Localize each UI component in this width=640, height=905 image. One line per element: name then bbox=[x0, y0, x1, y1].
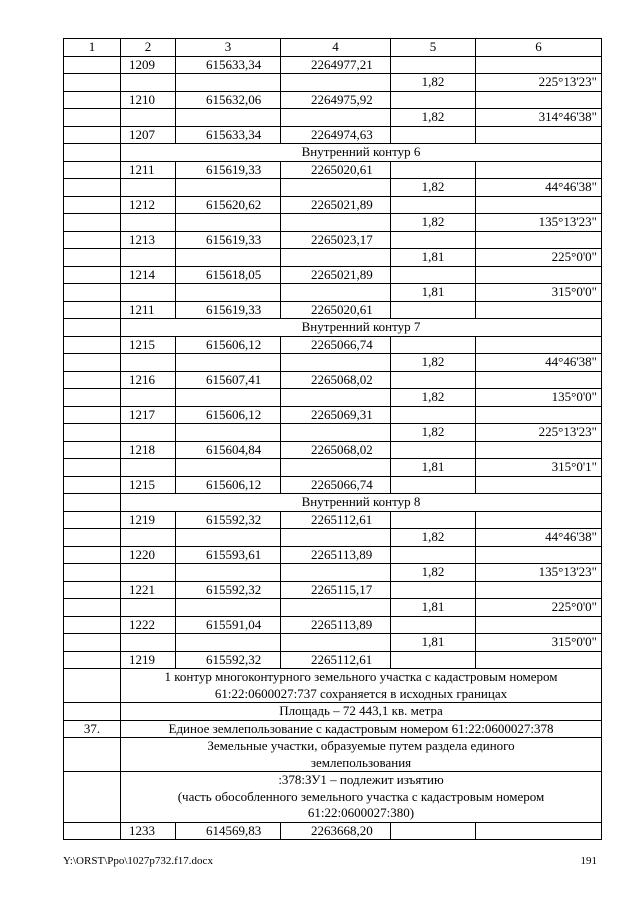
point-row bbox=[64, 56, 602, 74]
distance-cell: 1,82 bbox=[391, 354, 476, 372]
y-coordinate-cell bbox=[281, 109, 391, 127]
angle-cell bbox=[476, 231, 602, 249]
y-coordinate-cell bbox=[281, 284, 391, 302]
row-number-cell bbox=[64, 266, 121, 284]
x-coordinate-cell bbox=[176, 249, 281, 267]
row-number-cell bbox=[64, 476, 121, 494]
text-line: 61:22:0600027:380) bbox=[307, 805, 415, 820]
point-number-cell: 1214 bbox=[121, 266, 176, 284]
y-coordinate-cell bbox=[281, 634, 391, 652]
x-coordinate-cell bbox=[176, 354, 281, 372]
distance-cell: 1,81 bbox=[391, 249, 476, 267]
row-number-cell bbox=[64, 529, 121, 547]
point-row bbox=[64, 546, 602, 564]
row-number-cell bbox=[64, 109, 121, 127]
x-coordinate-cell: 615619,33 bbox=[176, 231, 281, 249]
distance-cell bbox=[391, 511, 476, 529]
distance-cell: 1,82 bbox=[391, 529, 476, 547]
point-number-cell: 1218 bbox=[121, 441, 176, 459]
y-coordinate-cell: 2265115,17 bbox=[281, 581, 391, 599]
angle-cell bbox=[476, 616, 602, 634]
row-number-cell bbox=[64, 703, 121, 721]
y-coordinate-cell bbox=[281, 424, 391, 442]
x-coordinate-cell bbox=[176, 634, 281, 652]
row-number-cell bbox=[64, 371, 121, 389]
angle-cell: 135°13'23" bbox=[476, 214, 602, 232]
segment-row bbox=[64, 214, 602, 232]
point-number-cell: 1220 bbox=[121, 546, 176, 564]
x-coordinate-cell: 615619,33 bbox=[176, 161, 281, 179]
contour-title-row bbox=[64, 494, 602, 512]
text-line: землепользования bbox=[310, 754, 412, 770]
x-coordinate-cell bbox=[176, 424, 281, 442]
x-coordinate-cell bbox=[176, 389, 281, 407]
point-number-cell bbox=[121, 459, 176, 477]
distance-cell: 1,81 bbox=[391, 284, 476, 302]
x-coordinate-cell bbox=[176, 284, 281, 302]
distance-cell: 1,82 bbox=[391, 214, 476, 232]
y-coordinate-cell: 2264977,21 bbox=[281, 56, 391, 74]
row-number-cell bbox=[64, 336, 121, 354]
x-coordinate-cell bbox=[176, 179, 281, 197]
row-number-cell bbox=[64, 319, 121, 337]
table-header-row bbox=[64, 39, 602, 57]
x-coordinate-cell bbox=[176, 459, 281, 477]
row-number-cell bbox=[64, 424, 121, 442]
text-line: 61:22:0600027:737 сохраняется в исходных границах bbox=[214, 685, 508, 701]
distance-cell bbox=[391, 546, 476, 564]
distance-cell bbox=[391, 301, 476, 319]
subtitle-cell bbox=[121, 738, 602, 772]
x-coordinate-cell: 615606,12 bbox=[176, 336, 281, 354]
point-row bbox=[64, 511, 602, 529]
distance-cell: 1,81 bbox=[391, 459, 476, 477]
row-number-cell bbox=[64, 738, 121, 772]
footer-file-path: Y:\ORST\Ppo\1027p732.f17.docx bbox=[63, 855, 213, 867]
point-row bbox=[64, 336, 602, 354]
distance-cell bbox=[391, 581, 476, 599]
header-cell: 5 bbox=[391, 39, 476, 57]
point-number-cell: 1222 bbox=[121, 616, 176, 634]
row-number-cell bbox=[64, 249, 121, 267]
row-number-cell bbox=[64, 772, 121, 823]
angle-cell bbox=[476, 266, 602, 284]
point-row bbox=[64, 301, 602, 319]
segment-row bbox=[64, 424, 602, 442]
point-number-cell: 1233 bbox=[121, 822, 176, 840]
y-coordinate-cell: 2265113,89 bbox=[281, 546, 391, 564]
row-number-cell bbox=[64, 581, 121, 599]
point-number-cell: 1212 bbox=[121, 196, 176, 214]
area-cell: Площадь – 72 443,1 кв. метра bbox=[121, 703, 602, 721]
text-line: (часть обособленного земельного участка с кадастровым номером bbox=[177, 788, 545, 804]
segment-row bbox=[64, 389, 602, 407]
y-coordinate-cell: 2264975,92 bbox=[281, 91, 391, 109]
y-coordinate-cell bbox=[281, 179, 391, 197]
angle-cell bbox=[476, 822, 602, 840]
x-coordinate-cell: 615618,05 bbox=[176, 266, 281, 284]
row-number-cell bbox=[64, 354, 121, 372]
x-coordinate-cell: 615593,61 bbox=[176, 546, 281, 564]
row-number-cell bbox=[64, 56, 121, 74]
y-coordinate-cell: 2265021,89 bbox=[281, 196, 391, 214]
coordinates-table bbox=[63, 38, 602, 840]
distance-cell: 1,82 bbox=[391, 109, 476, 127]
note-row bbox=[64, 669, 602, 703]
distance-cell bbox=[391, 266, 476, 284]
point-row bbox=[64, 196, 602, 214]
note-cell bbox=[121, 669, 602, 703]
angle-cell bbox=[476, 301, 602, 319]
segment-row bbox=[64, 459, 602, 477]
distance-cell bbox=[391, 441, 476, 459]
text-line: Земельные участки, образуемые путем раздела единого bbox=[207, 738, 515, 753]
point-row bbox=[64, 266, 602, 284]
point-number-cell: 1211 bbox=[121, 161, 176, 179]
point-number-cell: 1211 bbox=[121, 301, 176, 319]
point-row bbox=[64, 406, 602, 424]
contour-title-row bbox=[64, 144, 602, 162]
header-cell: 3 bbox=[176, 39, 281, 57]
point-number-cell: 1219 bbox=[121, 511, 176, 529]
row-number-cell bbox=[64, 822, 121, 840]
x-coordinate-cell: 615592,32 bbox=[176, 581, 281, 599]
point-row bbox=[64, 651, 602, 669]
row-number-cell bbox=[64, 599, 121, 617]
distance-cell: 1,82 bbox=[391, 564, 476, 582]
point-number-cell: 1210 bbox=[121, 91, 176, 109]
angle-cell bbox=[476, 371, 602, 389]
y-coordinate-cell: 2265020,61 bbox=[281, 161, 391, 179]
distance-cell: 1,82 bbox=[391, 424, 476, 442]
angle-cell: 225°0'0" bbox=[476, 599, 602, 617]
point-number-cell: 1219 bbox=[121, 651, 176, 669]
y-coordinate-cell: 2263668,20 bbox=[281, 822, 391, 840]
distance-cell: 1,82 bbox=[391, 179, 476, 197]
angle-cell: 44°46'38" bbox=[476, 354, 602, 372]
row-number-cell bbox=[64, 196, 121, 214]
row-number-cell bbox=[64, 231, 121, 249]
y-coordinate-cell: 2265020,61 bbox=[281, 301, 391, 319]
row-number-cell bbox=[64, 214, 121, 232]
distance-cell bbox=[391, 196, 476, 214]
row-number-cell bbox=[64, 616, 121, 634]
x-coordinate-cell: 615632,06 bbox=[176, 91, 281, 109]
distance-cell bbox=[391, 91, 476, 109]
angle-cell: 44°46'38" bbox=[476, 179, 602, 197]
point-number-cell: 1215 bbox=[121, 336, 176, 354]
x-coordinate-cell: 615607,41 bbox=[176, 371, 281, 389]
point-number-cell bbox=[121, 634, 176, 652]
point-number-cell bbox=[121, 354, 176, 372]
distance-cell bbox=[391, 126, 476, 144]
point-number-cell bbox=[121, 214, 176, 232]
y-coordinate-cell: 2265066,74 bbox=[281, 476, 391, 494]
point-number-cell bbox=[121, 74, 176, 92]
segment-row bbox=[64, 599, 602, 617]
angle-cell bbox=[476, 546, 602, 564]
angle-cell: 225°13'23" bbox=[476, 74, 602, 92]
row-number-cell bbox=[64, 389, 121, 407]
x-coordinate-cell: 615592,32 bbox=[176, 511, 281, 529]
segment-row bbox=[64, 179, 602, 197]
row-number-cell bbox=[64, 91, 121, 109]
y-coordinate-cell bbox=[281, 249, 391, 267]
row-number-cell bbox=[64, 179, 121, 197]
contour-title-cell: Внутренний контур 6 bbox=[121, 144, 602, 162]
footer-page-number: 191 bbox=[580, 855, 597, 867]
row-number-cell bbox=[64, 546, 121, 564]
header-cell: 1 bbox=[64, 39, 121, 57]
segment-row bbox=[64, 529, 602, 547]
distance-cell bbox=[391, 371, 476, 389]
header-cell: 4 bbox=[281, 39, 391, 57]
y-coordinate-cell bbox=[281, 214, 391, 232]
segment-row bbox=[64, 284, 602, 302]
angle-cell bbox=[476, 651, 602, 669]
distance-cell: 1,81 bbox=[391, 599, 476, 617]
angle-cell: 225°0'0" bbox=[476, 249, 602, 267]
x-coordinate-cell bbox=[176, 564, 281, 582]
distance-cell: 1,82 bbox=[391, 74, 476, 92]
row-number-cell bbox=[64, 144, 121, 162]
x-coordinate-cell: 615592,32 bbox=[176, 651, 281, 669]
segment-row bbox=[64, 109, 602, 127]
point-row bbox=[64, 581, 602, 599]
area-row bbox=[64, 703, 602, 721]
angle-cell: 315°0'1" bbox=[476, 459, 602, 477]
header-cell: 2 bbox=[121, 39, 176, 57]
y-coordinate-cell bbox=[281, 564, 391, 582]
point-row bbox=[64, 126, 602, 144]
angle-cell: 315°0'0" bbox=[476, 634, 602, 652]
text-line: 1 контур многоконтурного земельного участка с кадастровым номером bbox=[164, 669, 558, 684]
point-number-cell bbox=[121, 284, 176, 302]
row-number-cell bbox=[64, 126, 121, 144]
distance-cell bbox=[391, 476, 476, 494]
distance-cell bbox=[391, 231, 476, 249]
row-number-cell bbox=[64, 301, 121, 319]
x-coordinate-cell bbox=[176, 214, 281, 232]
point-number-cell bbox=[121, 529, 176, 547]
point-number-cell bbox=[121, 424, 176, 442]
point-number-cell bbox=[121, 599, 176, 617]
angle-cell: 315°0'0" bbox=[476, 284, 602, 302]
item-number-cell: 37. bbox=[64, 720, 121, 738]
row-number-cell bbox=[64, 651, 121, 669]
y-coordinate-cell: 2265112,61 bbox=[281, 511, 391, 529]
item-37-zu-row bbox=[64, 772, 602, 823]
point-number-cell: 1216 bbox=[121, 371, 176, 389]
contour-title-row bbox=[64, 319, 602, 337]
y-coordinate-cell: 2265069,31 bbox=[281, 406, 391, 424]
row-number-cell bbox=[64, 564, 121, 582]
point-number-cell bbox=[121, 109, 176, 127]
point-row bbox=[64, 231, 602, 249]
angle-cell bbox=[476, 511, 602, 529]
y-coordinate-cell: 2265112,61 bbox=[281, 651, 391, 669]
y-coordinate-cell bbox=[281, 354, 391, 372]
point-row bbox=[64, 616, 602, 634]
row-number-cell bbox=[64, 406, 121, 424]
point-number-cell bbox=[121, 179, 176, 197]
x-coordinate-cell: 615591,04 bbox=[176, 616, 281, 634]
x-coordinate-cell: 615633,34 bbox=[176, 56, 281, 74]
x-coordinate-cell bbox=[176, 74, 281, 92]
x-coordinate-cell: 615620,62 bbox=[176, 196, 281, 214]
angle-cell bbox=[476, 91, 602, 109]
distance-cell bbox=[391, 406, 476, 424]
angle-cell bbox=[476, 56, 602, 74]
angle-cell bbox=[476, 441, 602, 459]
text-line: :378:ЗУ1 – подлежит изъятию bbox=[278, 772, 444, 787]
row-number-cell bbox=[64, 634, 121, 652]
distance-cell bbox=[391, 616, 476, 634]
contour-title-cell: Внутренний контур 7 bbox=[121, 319, 602, 337]
distance-cell: 1,82 bbox=[391, 389, 476, 407]
segment-row bbox=[64, 354, 602, 372]
distance-cell bbox=[391, 336, 476, 354]
y-coordinate-cell: 2264974,63 bbox=[281, 126, 391, 144]
x-coordinate-cell: 614569,83 bbox=[176, 822, 281, 840]
y-coordinate-cell bbox=[281, 74, 391, 92]
point-number-cell: 1213 bbox=[121, 231, 176, 249]
angle-cell: 314°46'38" bbox=[476, 109, 602, 127]
header-cell: 6 bbox=[476, 39, 602, 57]
point-number-cell: 1221 bbox=[121, 581, 176, 599]
point-number-cell bbox=[121, 564, 176, 582]
x-coordinate-cell: 615604,84 bbox=[176, 441, 281, 459]
x-coordinate-cell bbox=[176, 109, 281, 127]
point-number-cell: 1217 bbox=[121, 406, 176, 424]
angle-cell bbox=[476, 161, 602, 179]
zu-cell bbox=[121, 772, 602, 823]
y-coordinate-cell bbox=[281, 599, 391, 617]
distance-cell bbox=[391, 161, 476, 179]
y-coordinate-cell: 2265068,02 bbox=[281, 441, 391, 459]
segment-row bbox=[64, 249, 602, 267]
distance-cell bbox=[391, 822, 476, 840]
angle-cell bbox=[476, 196, 602, 214]
y-coordinate-cell: 2265113,89 bbox=[281, 616, 391, 634]
y-coordinate-cell bbox=[281, 459, 391, 477]
y-coordinate-cell: 2265066,74 bbox=[281, 336, 391, 354]
point-row bbox=[64, 441, 602, 459]
row-number-cell bbox=[64, 161, 121, 179]
segment-row bbox=[64, 634, 602, 652]
row-number-cell bbox=[64, 459, 121, 477]
row-number-cell bbox=[64, 494, 121, 512]
x-coordinate-cell bbox=[176, 599, 281, 617]
point-row bbox=[64, 822, 602, 840]
angle-cell: 135°13'23" bbox=[476, 564, 602, 582]
point-number-cell bbox=[121, 389, 176, 407]
distance-cell: 1,81 bbox=[391, 634, 476, 652]
item-37-title-row bbox=[64, 720, 602, 738]
distance-cell bbox=[391, 56, 476, 74]
y-coordinate-cell bbox=[281, 389, 391, 407]
item-37-subtitle-row bbox=[64, 738, 602, 772]
point-number-cell: 1209 bbox=[121, 56, 176, 74]
point-row bbox=[64, 476, 602, 494]
segment-row bbox=[64, 74, 602, 92]
row-number-cell bbox=[64, 511, 121, 529]
row-number-cell bbox=[64, 284, 121, 302]
angle-cell bbox=[476, 406, 602, 424]
point-row bbox=[64, 91, 602, 109]
x-coordinate-cell: 615606,12 bbox=[176, 476, 281, 494]
x-coordinate-cell: 615619,33 bbox=[176, 301, 281, 319]
point-number-cell: 1215 bbox=[121, 476, 176, 494]
y-coordinate-cell: 2265021,89 bbox=[281, 266, 391, 284]
row-number-cell bbox=[64, 74, 121, 92]
y-coordinate-cell: 2265023,17 bbox=[281, 231, 391, 249]
item-title-cell: Единое землепользование с кадастровым номером 61:22:0600027:378 bbox=[121, 720, 602, 738]
angle-cell: 44°46'38" bbox=[476, 529, 602, 547]
point-number-cell: 1207 bbox=[121, 126, 176, 144]
angle-cell: 135°0'0" bbox=[476, 389, 602, 407]
point-number-cell bbox=[121, 249, 176, 267]
segment-row bbox=[64, 564, 602, 582]
distance-cell bbox=[391, 651, 476, 669]
point-row bbox=[64, 161, 602, 179]
angle-cell: 225°13'23" bbox=[476, 424, 602, 442]
y-coordinate-cell: 2265068,02 bbox=[281, 371, 391, 389]
row-number-cell bbox=[64, 441, 121, 459]
row-number-cell bbox=[64, 669, 121, 703]
y-coordinate-cell bbox=[281, 529, 391, 547]
angle-cell bbox=[476, 581, 602, 599]
contour-title-cell: Внутренний контур 8 bbox=[121, 494, 602, 512]
angle-cell bbox=[476, 336, 602, 354]
x-coordinate-cell bbox=[176, 529, 281, 547]
angle-cell bbox=[476, 126, 602, 144]
point-row bbox=[64, 371, 602, 389]
angle-cell bbox=[476, 476, 602, 494]
x-coordinate-cell: 615606,12 bbox=[176, 406, 281, 424]
x-coordinate-cell: 615633,34 bbox=[176, 126, 281, 144]
